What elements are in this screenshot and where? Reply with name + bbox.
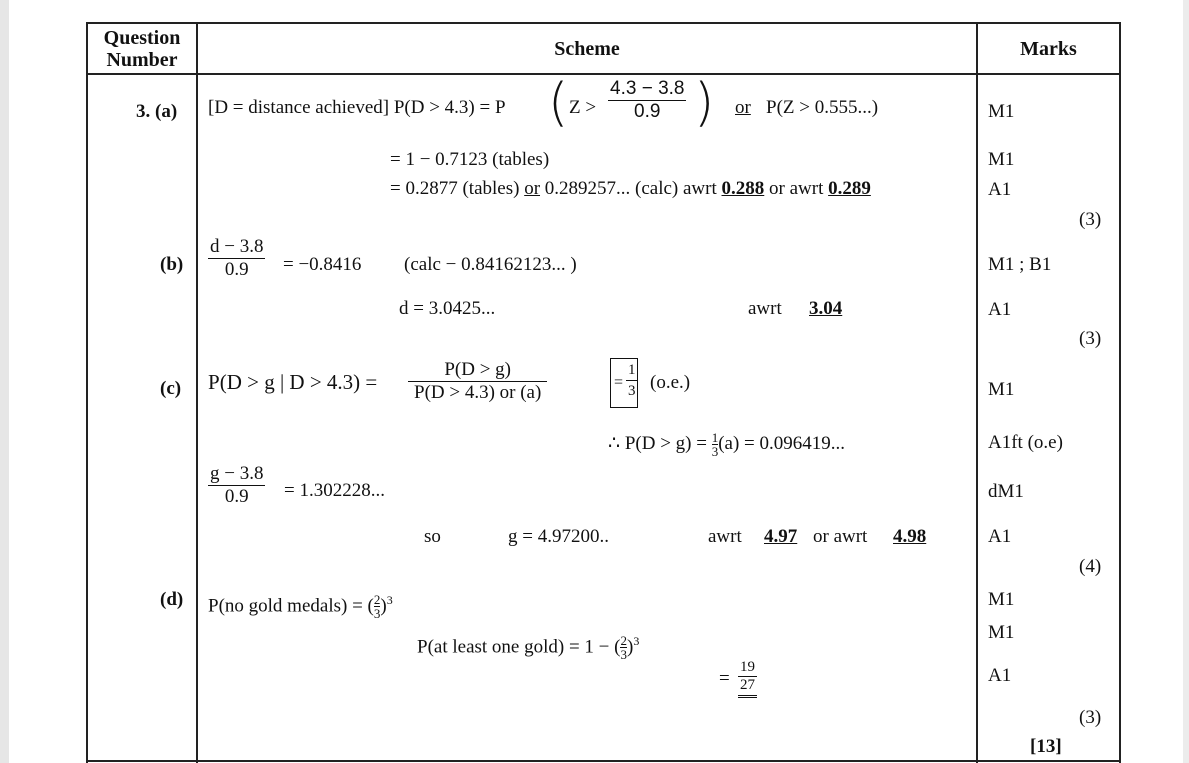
part-d-mark-3: A1 <box>988 665 1012 686</box>
part-c-line4-g: g = 4.97200.. <box>508 526 609 547</box>
part-c-answer-1: 4.97 <box>764 526 798 547</box>
part-d-answer-numerator: 19 <box>740 659 755 675</box>
part-c-line4-or-awrt: or awrt <box>813 526 868 547</box>
question-grand-total: [13] <box>1030 736 1062 757</box>
header-question-line1: Question <box>103 27 181 49</box>
part-b-line1-value: = −0.8416 <box>283 254 362 275</box>
part-a-line3-or-awrt: or awrt <box>769 178 824 199</box>
part-c-line2-pre: ∴ P(D > g) = <box>608 432 707 454</box>
part-c-mark-4: A1 <box>988 526 1012 547</box>
part-d-line2-paren-close: ) <box>626 636 634 658</box>
table-border-top <box>86 22 1121 24</box>
part-c-line1-fraction <box>408 359 547 404</box>
part-d-total: (3) <box>1079 707 1102 728</box>
part-c-fraction-numerator: P(D > g) <box>408 359 547 382</box>
part-c-line4-so: so <box>424 526 441 547</box>
part-c-mark-3: dM1 <box>988 481 1024 502</box>
part-c-answer-2: 4.98 <box>893 526 927 547</box>
part-d-line1-den: 3 <box>373 606 381 622</box>
part-d-line1-text: P(no gold medals) = <box>208 595 363 617</box>
part-a-label: 3. (a) <box>136 101 178 122</box>
part-d-mark-1: M1 <box>988 589 1015 610</box>
part-a-line1-fraction <box>608 78 686 123</box>
part-d-answer-denominator: 27 <box>740 677 755 693</box>
column-divider-1 <box>196 22 198 763</box>
part-a-line1-alt: P(Z > 0.555...) <box>766 97 879 118</box>
part-d-line3-eq: = <box>719 668 730 689</box>
header-scheme: Scheme <box>554 38 620 60</box>
page-edge-left <box>0 0 9 763</box>
part-d-line1-exponent: 3 <box>386 593 393 607</box>
part-d-line1-paren-open: ( <box>367 595 374 617</box>
table-border-left <box>86 22 88 763</box>
part-c-label: (c) <box>160 378 182 399</box>
part-b-total: (3) <box>1079 328 1102 349</box>
part-a-line3 <box>390 178 871 200</box>
header-question-number <box>88 27 196 71</box>
part-c-line3-value: = 1.302228... <box>284 480 385 501</box>
part-d-line2 <box>417 630 639 661</box>
part-c-p: P <box>208 370 220 394</box>
part-c-line2-third-den: 3 <box>711 444 719 459</box>
part-b-awrt: awrt <box>748 298 782 319</box>
part-d-line2-paren-open: ( <box>614 636 621 658</box>
part-c-line2-third-num: 1 <box>711 430 719 445</box>
part-c-conditional: D > g | D > 4.3 <box>226 370 354 394</box>
part-c-line2-post: (a) = 0.096419... <box>718 432 846 454</box>
part-b-fraction <box>208 236 265 281</box>
part-d-line2-den: 3 <box>620 647 627 663</box>
part-c-bracket-eq: = <box>614 374 624 391</box>
part-c-bracket-fraction <box>626 360 638 401</box>
part-b-fraction-denominator: 0.9 <box>224 259 249 280</box>
part-a-answer-2: 0.289 <box>828 178 871 199</box>
part-a-mark-2: M1 <box>988 149 1015 170</box>
part-b-line1-calc: (calc − 0.84162123... ) <box>404 254 577 275</box>
part-a-line3-tables: = 0.2877 (tables) <box>390 178 520 199</box>
part-b-label: (b) <box>160 254 184 275</box>
part-b-answer: 3.04 <box>809 298 843 319</box>
part-a-fraction-denominator: 0.9 <box>634 101 661 122</box>
part-d-line2-exponent: 3 <box>633 634 640 648</box>
part-a-line2: = 1 − 0.7123 (tables) <box>390 149 550 170</box>
part-b-line2: d = 3.0425... <box>399 298 496 319</box>
part-c-bracket-numerator: 1 <box>626 360 638 381</box>
part-d-line1-paren-close: ) <box>380 595 387 617</box>
header-divider <box>86 73 1121 75</box>
part-c-line3-denominator: 0.9 <box>224 486 249 507</box>
part-c-line2 <box>608 431 845 458</box>
part-d-line2-num: 2 <box>620 633 627 649</box>
column-divider-2 <box>976 22 978 763</box>
header-question-line2: Number <box>106 49 178 71</box>
part-c-close-paren: ) <box>353 370 361 394</box>
part-a-total: (3) <box>1079 209 1102 230</box>
part-c-open-paren: ( <box>219 370 227 394</box>
part-d-mark-2: M1 <box>988 622 1015 643</box>
part-d-line1-num: 2 <box>373 592 381 608</box>
table-border-right <box>1119 22 1121 763</box>
part-a-fraction-numerator: 4.3 − 3.8 <box>610 78 685 99</box>
part-a-mark-1: M1 <box>988 101 1015 122</box>
part-d-answer <box>738 659 757 698</box>
part-a-line1-z: Z > <box>569 97 597 118</box>
part-b-mark-1: M1 ; B1 <box>988 254 1052 275</box>
part-c-total: (4) <box>1079 556 1102 577</box>
part-c-line4-awrt: awrt <box>708 526 742 547</box>
part-a-close-paren: ) <box>694 73 715 133</box>
part-c-line1-lead <box>208 371 377 393</box>
table-border-bottom <box>86 760 1121 762</box>
part-a-line3-calc: 0.289257... (calc) awrt <box>544 178 717 199</box>
part-c-mark-1: M1 <box>988 379 1015 400</box>
part-c-bracket-denominator: 3 <box>628 383 636 399</box>
part-c-mark-2: A1ft (o.e) <box>988 432 1063 453</box>
part-b-mark-2: A1 <box>988 299 1012 320</box>
part-d-label: (d) <box>160 589 184 610</box>
part-a-line3-or: or <box>524 178 541 199</box>
part-c-line3-numerator: g − 3.8 <box>210 463 264 484</box>
part-b-fraction-numerator: d − 3.8 <box>210 236 264 257</box>
part-a-open-paren: ( <box>548 73 569 133</box>
part-a-line1-lead: [D = distance achieved] P(D > 4.3) = P <box>208 97 506 118</box>
part-c-oe: (o.e.) <box>650 372 691 393</box>
part-a-line1-or: or <box>735 97 751 118</box>
header-marks: Marks <box>1020 38 1077 60</box>
part-c-equals: = <box>365 370 378 394</box>
part-c-line3-fraction <box>208 463 265 508</box>
part-c-fraction-denominator: P(D > 4.3) or (a) <box>414 382 542 403</box>
part-a-mark-3: A1 <box>988 179 1012 200</box>
page-edge-right <box>1183 0 1189 763</box>
part-d-line1 <box>208 589 393 620</box>
part-a-answer-1: 0.288 <box>721 178 765 199</box>
part-d-line2-text: P(at least one gold) = 1 − <box>417 636 610 658</box>
